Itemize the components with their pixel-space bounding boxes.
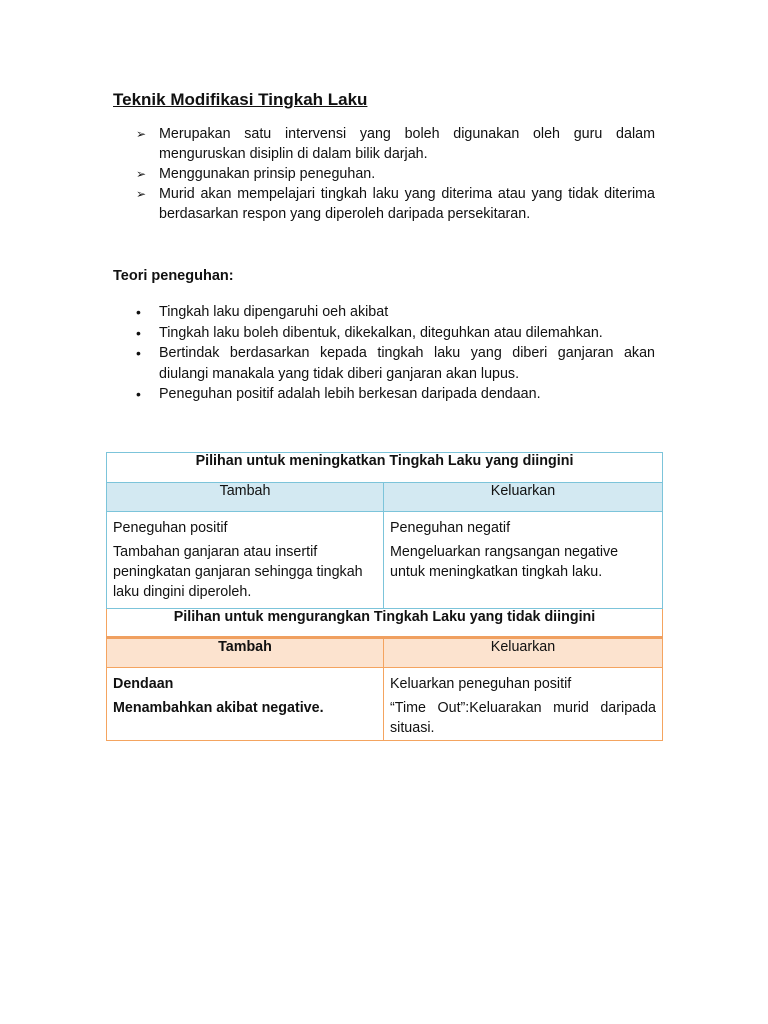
- page-title: Teknik Modifikasi Tingkah Laku: [113, 90, 368, 109]
- column-header-add: Tambah: [107, 638, 384, 668]
- theory-list: [136, 302, 655, 405]
- list-item-text: Murid akan mempelajari tingkah laku yang diterima atau yang tidak diterima berdasarkan respon yang diperoleh daripada persekitaran.: [159, 186, 655, 222]
- cell-description: Tambahan ganjaran atau insertif peningkatan ganjaran sehingga tingkah laku dingini diperoleh.: [113, 544, 363, 600]
- table-row: [107, 512, 663, 609]
- behavior-options-table: [106, 452, 663, 741]
- list-item-text: Tingkah laku boleh dibentuk, dikekalkan, diteguhkan atau dilemahkan.: [159, 324, 603, 341]
- dot-bullet-icon: •: [136, 324, 141, 341]
- decrease-table-title: Pilihan untuk mengurangkan Tingkah Laku yang tidak diingini: [107, 609, 663, 638]
- column-header-add: Tambah: [107, 483, 384, 512]
- cell-description: Menambahkan akibat negative.: [113, 700, 324, 716]
- intro-list: [136, 124, 655, 224]
- dot-bullet-icon: •: [136, 304, 141, 320]
- column-header-remove: Keluarkan: [384, 638, 663, 668]
- dot-bullet-icon: •: [136, 345, 141, 361]
- column-header-remove: Keluarkan: [384, 483, 663, 512]
- table-cell: [384, 668, 663, 741]
- list-item-text: Menggunakan prinsip peneguhan.: [159, 166, 376, 182]
- arrow-bullet-icon: ➢: [136, 167, 147, 181]
- list-item: [136, 384, 655, 405]
- increase-table-title: Pilihan untuk meningkatkan Tingkah Laku yang diingini: [107, 453, 663, 483]
- list-item: [136, 302, 655, 323]
- table-cell: [107, 668, 384, 741]
- list-item: [136, 164, 655, 184]
- list-item: [136, 124, 655, 164]
- list-item: [136, 184, 655, 224]
- table-row: [107, 453, 663, 483]
- table-row: [107, 609, 663, 638]
- table-row: [107, 668, 663, 741]
- table-row: [107, 638, 663, 668]
- cell-term: Peneguhan positif: [113, 520, 228, 536]
- list-item-text: Peneguhan positif adalah lebih berkesan daripada dendaan.: [159, 386, 541, 402]
- list-item: [136, 323, 655, 344]
- cell-description: “Time Out”:Keluarakan murid daripada situasi.: [390, 700, 656, 736]
- arrow-bullet-icon: ➢: [136, 127, 147, 141]
- cell-term: Dendaan: [113, 676, 174, 692]
- list-item-text: Merupakan satu intervensi yang boleh digunakan oleh guru dalam menguruskan disiplin di dalam bilik darjah.: [159, 126, 655, 162]
- arrow-bullet-icon: ➢: [136, 187, 147, 201]
- dot-bullet-icon: •: [136, 386, 141, 402]
- table-row: [107, 483, 663, 512]
- list-item: [136, 343, 655, 384]
- table-cell: [384, 512, 663, 609]
- cell-description: Mengeluarkan rangsangan negative untuk meningkatkan tingkah laku.: [390, 544, 619, 580]
- list-item-text: Tingkah laku dipengaruhi oeh akibat: [159, 304, 389, 320]
- section-heading: Teori peneguhan:: [113, 268, 234, 284]
- cell-term: Keluarkan peneguhan positif: [390, 676, 572, 692]
- list-item-text: Bertindak berdasarkan kepada tingkah laku yang diberi ganjaran akan diulangi manakala yang tidak diberi ganjaran akan lupus.: [159, 345, 655, 382]
- cell-term: Peneguhan negatif: [390, 520, 511, 536]
- table-cell: [107, 512, 384, 609]
